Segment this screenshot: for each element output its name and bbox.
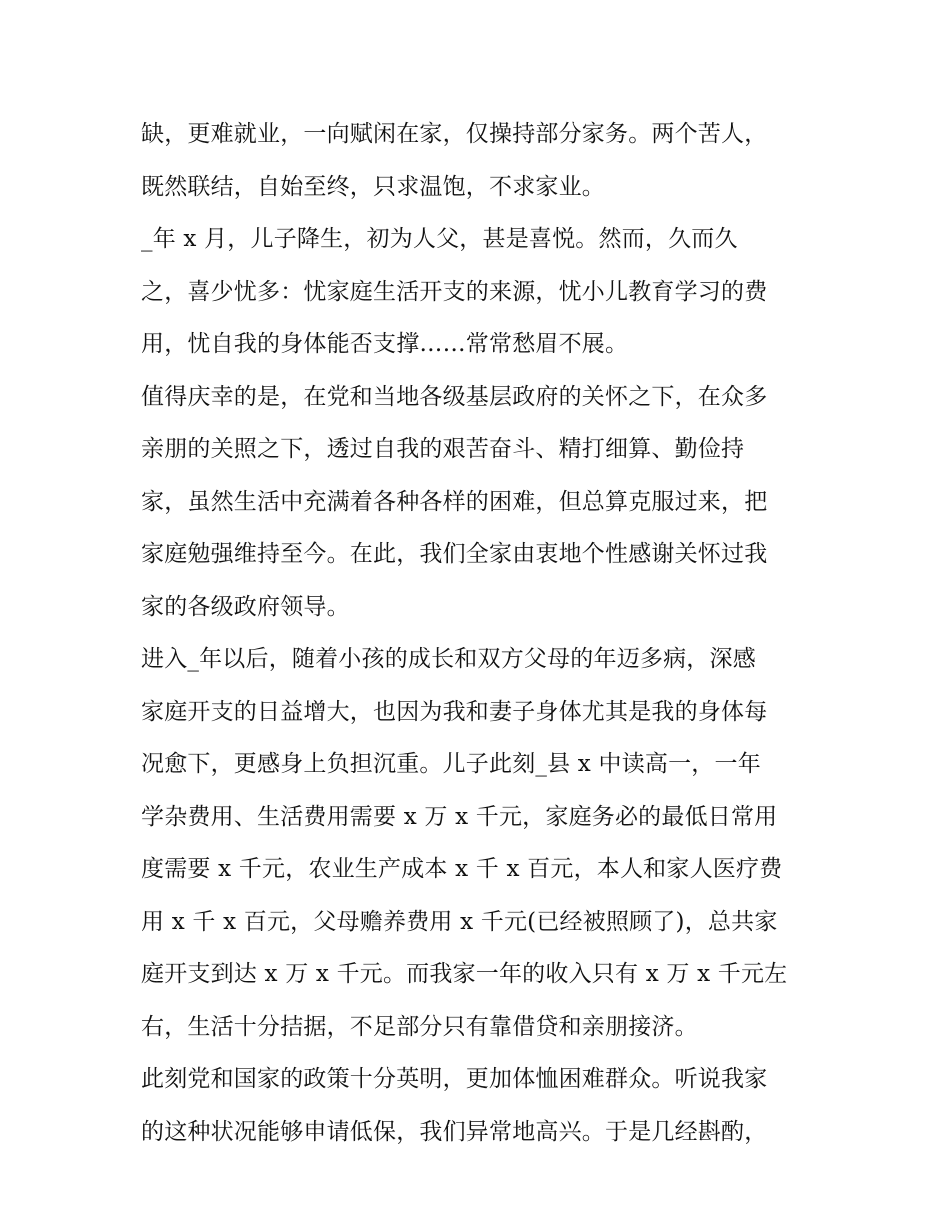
text-line-4: 之，喜少忧多：忧家庭生活开支的来源，忧小儿教育学习的费 (141, 278, 768, 305)
text-line-11: 进入_年以后，随着小孩的成长和双方父母的年迈多病，深感 (141, 646, 756, 672)
text-line-3: _年 x 月，儿子降生，初为人父，甚是喜悦。然而，久而久 (141, 226, 738, 252)
text-line-1: 缺，更难就业，一向赋闲在家，仅操持部分家务。两个苦人， (141, 121, 768, 147)
text-line-8: 家，虽然生活中充满着各种各样的困难，但总算克服过来，把 (141, 488, 768, 515)
text-line-16: 用 x 千 x 百元，父母赡养费用 x 千元(已经被照顾了)，总共家 (141, 908, 778, 935)
text-line-19: 此刻党和国家的政策十分英明，更加体恤困难群众。听说我家 (141, 1066, 768, 1092)
text-line-9: 家庭勉强维持至今。在此，我们全家由衷地个性感谢关怀过我 (141, 541, 768, 567)
document-body (141, 108, 821, 1158)
text-line-12: 家庭开支的日益增大，也因为我和妻子身体尤其是我的身体每 (141, 698, 768, 725)
text-line-6: 值得庆幸的是，在党和当地各级基层政府的关怀之下，在众多 (141, 383, 768, 410)
text-line-5: 用，忧自我的身体能否支撑……常常愁眉不展。 (141, 331, 629, 357)
text-line-18: 右，生活十分拮据，不足部分只有靠借贷和亲朋接济。 (141, 1013, 698, 1040)
text-line-20: 的这种状况能够申请低保，我们异常地高兴。于是几经斟酌， (141, 1118, 768, 1145)
text-line-17: 庭开支到达 x 万 x 千元。而我家一年的收入只有 x 万 x 千元左 (141, 961, 788, 987)
text-line-13: 况愈下，更感身上负担沉重。儿子此刻_县 x 中读高一，一年 (141, 751, 761, 777)
text-line-10: 家的各级政府领导。 (141, 593, 350, 620)
text-line-15: 度需要 x 千元，农业生产成本 x 千 x 百元，本人和家人医疗费 (141, 856, 783, 882)
text-line-14: 学杂费用、生活费用需要 x 万 x 千元，家庭务必的最低日常用 (141, 803, 778, 830)
text-line-7: 亲朋的关照之下，透过自我的艰苦奋斗、精打细算、勤俭持 (141, 436, 745, 462)
text-line-2: 既然联结，自始至终，只求温饱，不求家业。 (141, 173, 605, 200)
